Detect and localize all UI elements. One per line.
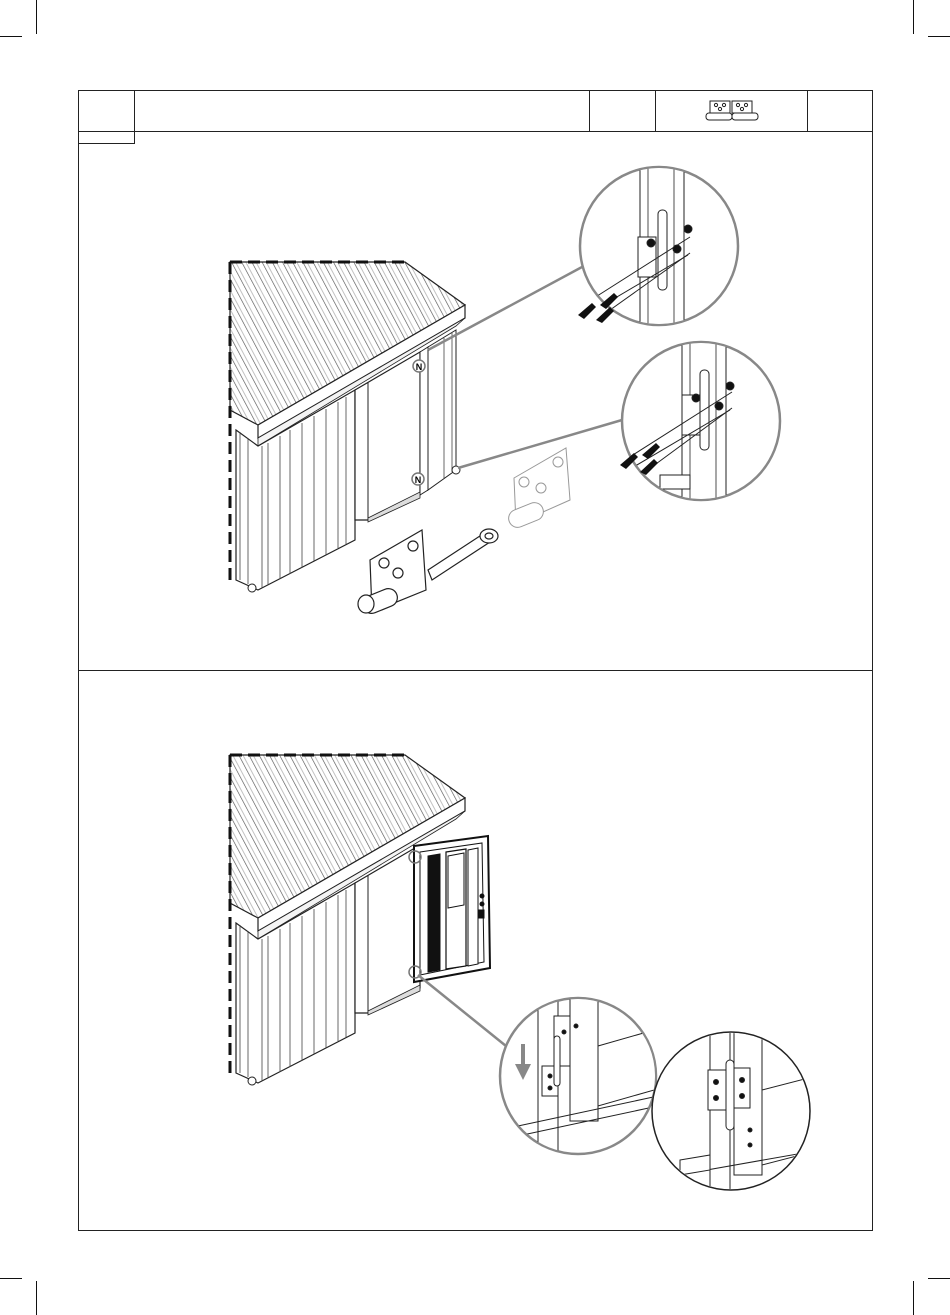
door-leaf — [414, 836, 490, 982]
detail-door-hanging — [498, 996, 658, 1156]
svg-text:N: N — [414, 475, 422, 485]
svg-text:N: N — [415, 362, 423, 372]
detail-hinge-installed — [650, 1030, 812, 1192]
